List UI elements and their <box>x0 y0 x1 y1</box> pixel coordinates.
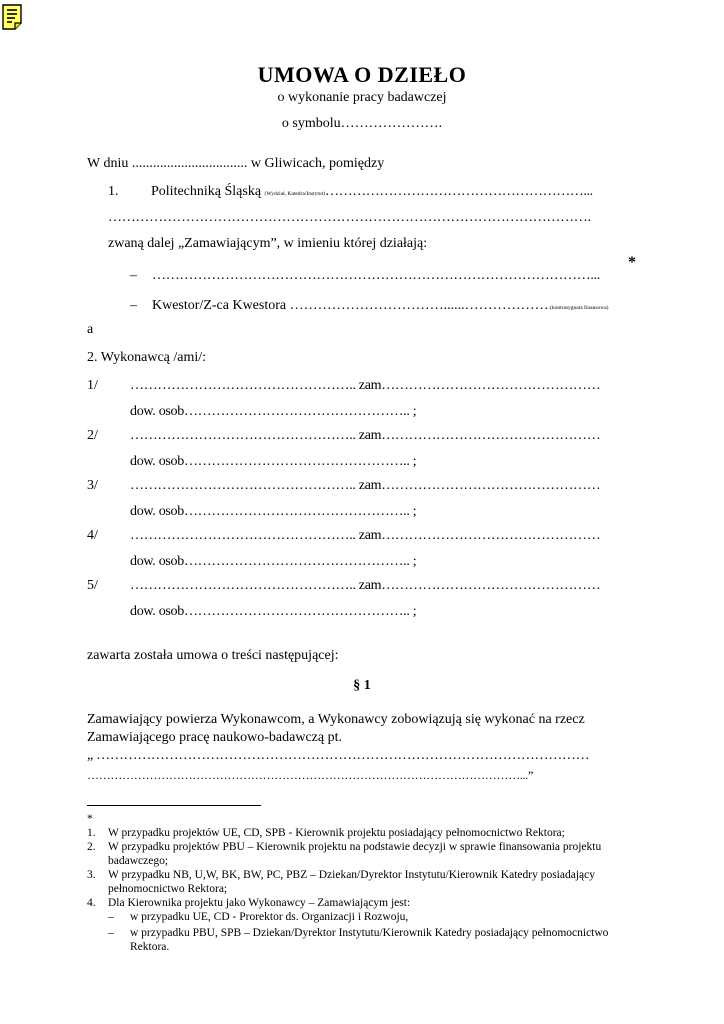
asterisk-mark: * <box>628 254 636 271</box>
contractor-1-number: 1/ <box>87 378 98 393</box>
para1-line4: …………………………………………………………………………………………………...” <box>87 768 534 782</box>
footnote-2-number: 2. <box>87 841 96 853</box>
contractor-2-number: 2/ <box>87 428 98 443</box>
note-icon[interactable] <box>2 4 22 30</box>
contractor-3-line1: ………………………………………….. zam………………………………………… <box>130 478 601 493</box>
rep2-text: Kwestor/Z-ca Kwestora ……………………………......……………… <box>152 298 549 313</box>
party1-dots: …………………………………………………... <box>325 184 593 199</box>
footnote-separator <box>87 805 261 806</box>
document-symbol: o symbolu…………………. <box>281 116 443 131</box>
footnote-1-text: W przypadku projektów UE, CD, SPB - Kierownik projektu posiadający pełnomocnictwo Rektora; <box>108 827 565 839</box>
contractor-3-number: 3/ <box>87 478 98 493</box>
contractor-2-line2: dow. osob………………………………………….. ; <box>130 454 417 469</box>
footnote-4-text: Dla Kierownika projektu jako Wykonawcy – Zamawiającym jest: <box>108 897 411 909</box>
para1-line3: „ ……………………………………………………………………………………………… <box>87 748 590 763</box>
section-1-heading: § 1 <box>353 678 371 693</box>
footnote-3-text-line1: W przypadku NB, U,W, BK, BW, PC, PBZ – Dziekan/Dyrektor Instytutu/Kierownik Katedry posiadający <box>108 869 595 881</box>
party1-number: 1. <box>108 184 119 199</box>
footnote-4-number: 4. <box>87 897 96 909</box>
concluded-line: zawarta została umowa o treści następującej: <box>87 648 339 663</box>
contractor-4-number: 4/ <box>87 528 98 543</box>
para1-line1: Zamawiający powierza Wykonawcom, a Wykonawcy zobowiązują się wykonać na rzecz <box>87 712 585 727</box>
contractor-5-number: 5/ <box>87 578 98 593</box>
footnote-4b-text-line1: w przypadku PBU, SPB – Dziekan/Dyrektor Instytutu/Kierownik Katedry posiadający pełnomocnictwo <box>130 927 609 939</box>
contractor-1-line2: dow. osob………………………………………….. ; <box>130 404 417 419</box>
rep1-text: ……………………………………………………………………………………... <box>152 268 601 283</box>
footnote-4a-text: w przypadku UE, CD - Prorektor ds. Organizacji i Rozwoju, <box>130 911 409 923</box>
contractor-1-line1: ………………………………………….. zam………………………………………… <box>130 378 601 393</box>
contractor-4-line1: ………………………………………….. zam………………………………………… <box>130 528 601 543</box>
rep2-dash: – <box>130 298 137 313</box>
party1-small-note: (Wydział, Katedra/Instytut) <box>264 191 325 197</box>
called-line: zwaną dalej „Zamawiającym”, w imieniu której działają: <box>108 236 428 251</box>
rep2-line <box>152 298 609 314</box>
footnote-2-text-line1: W przypadku projektów PBU – Kierownik projektu na podstawie decyzji w sprawie finansowania projektu <box>108 841 602 853</box>
document-title: UMOWA O DZIEŁO <box>257 62 467 87</box>
party1-dots-line2: ……………………………………………………………………………………………. <box>108 210 591 225</box>
footnote-4a-dash: – <box>108 911 114 923</box>
intro-line: W dniu ................................. w Gliwicach, pomiędzy <box>87 156 385 171</box>
document-subtitle: o wykonanie pracy badawczej <box>277 90 447 105</box>
footnote-3-number: 3. <box>87 869 96 881</box>
contractors-heading: 2. Wykonawcą /ami/: <box>87 350 207 365</box>
footnote-4b-dash: – <box>108 927 114 939</box>
para1-line2: Zamawiającego pracę naukowo-badawczą pt. <box>87 730 342 745</box>
party1-line <box>151 184 593 200</box>
footnote-3-text-line2: pełnomocnictwo Rektora; <box>108 883 228 895</box>
party1-name: Politechniką Śląską <box>151 184 262 199</box>
contractor-5-line2: dow. osob………………………………………….. ; <box>130 604 417 619</box>
contractor-4-line2: dow. osob………………………………………….. ; <box>130 554 417 569</box>
footnote-star: * <box>87 813 93 825</box>
footnote-4b-text-line2: Rektora. <box>130 941 170 953</box>
contractor-3-line2: dow. osob………………………………………….. ; <box>130 504 417 519</box>
footnote-1-number: 1. <box>87 827 96 839</box>
rep2-small-note: .(kontrasygnata finansowa) <box>548 305 609 311</box>
and-word: a <box>87 322 94 337</box>
contractor-5-line1: ………………………………………….. zam………………………………………… <box>130 578 601 593</box>
contractor-2-line1: ………………………………………….. zam………………………………………… <box>130 428 601 443</box>
rep1-dash: – <box>130 268 137 283</box>
footnote-2-text-line2: badawczego; <box>108 855 169 867</box>
